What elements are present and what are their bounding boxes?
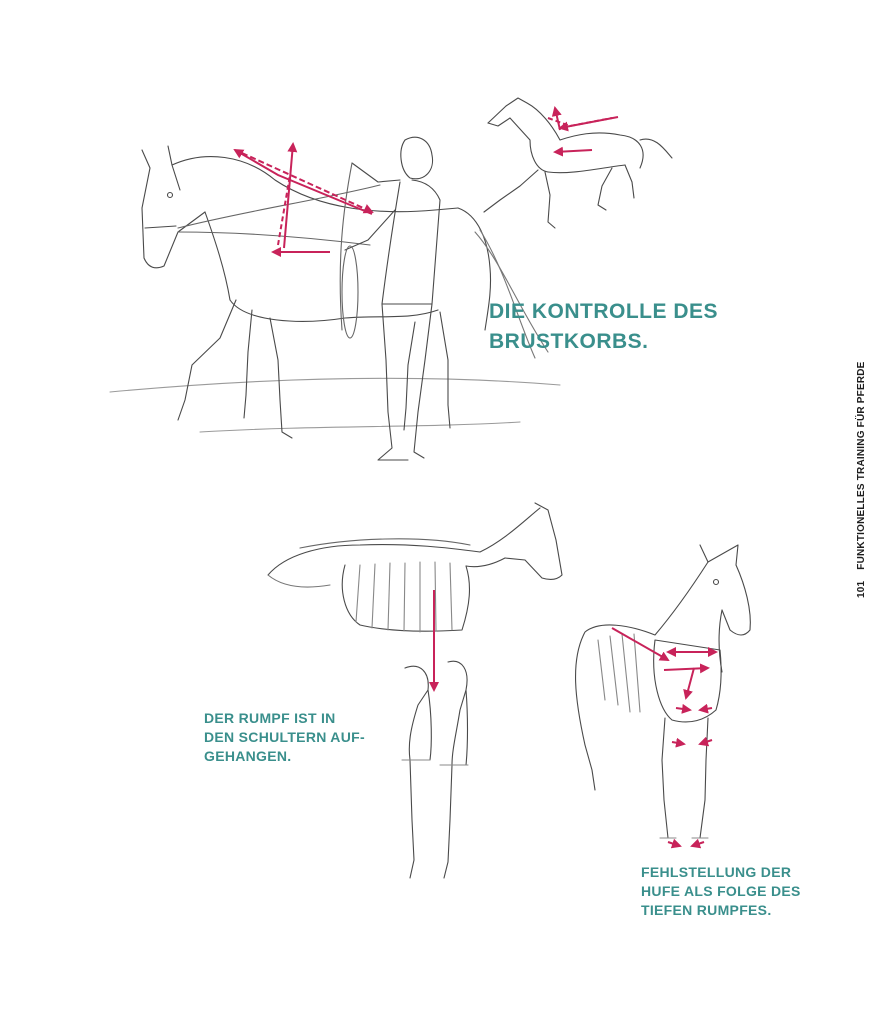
caption-line: TIEFEN RUMPFES. — [641, 902, 772, 918]
running-head-title: FUNKTIONELLES TRAINING FÜR PFERDE — [856, 361, 867, 570]
galloping-horse-drawing — [484, 98, 672, 228]
caption-line: DEN SCHULTERN AUF- — [204, 729, 365, 745]
heading-line-2: BRUSTKORBS. — [489, 330, 649, 353]
heading-line-1: DIE KONTROLLE DES — [489, 300, 719, 323]
page-number: 101 — [856, 580, 867, 598]
caption-line: DER RUMPF IST IN — [204, 710, 336, 726]
running-head — [856, 361, 867, 598]
caption-hoof-misalignment — [641, 863, 801, 920]
gallop-arrows — [548, 108, 618, 152]
caption-trunk-suspension — [204, 709, 365, 766]
horse-front-skeleton-drawing — [576, 545, 751, 838]
caption-line: HUFE ALS FOLGE DES — [641, 883, 801, 899]
skeleton-side-view-drawing — [268, 503, 562, 878]
caption-line: GEHANGEN. — [204, 748, 292, 764]
page-heading — [489, 297, 718, 357]
chest-control-arrows — [235, 144, 372, 252]
caption-line: FEHLSTELLUNG DER — [641, 864, 792, 880]
